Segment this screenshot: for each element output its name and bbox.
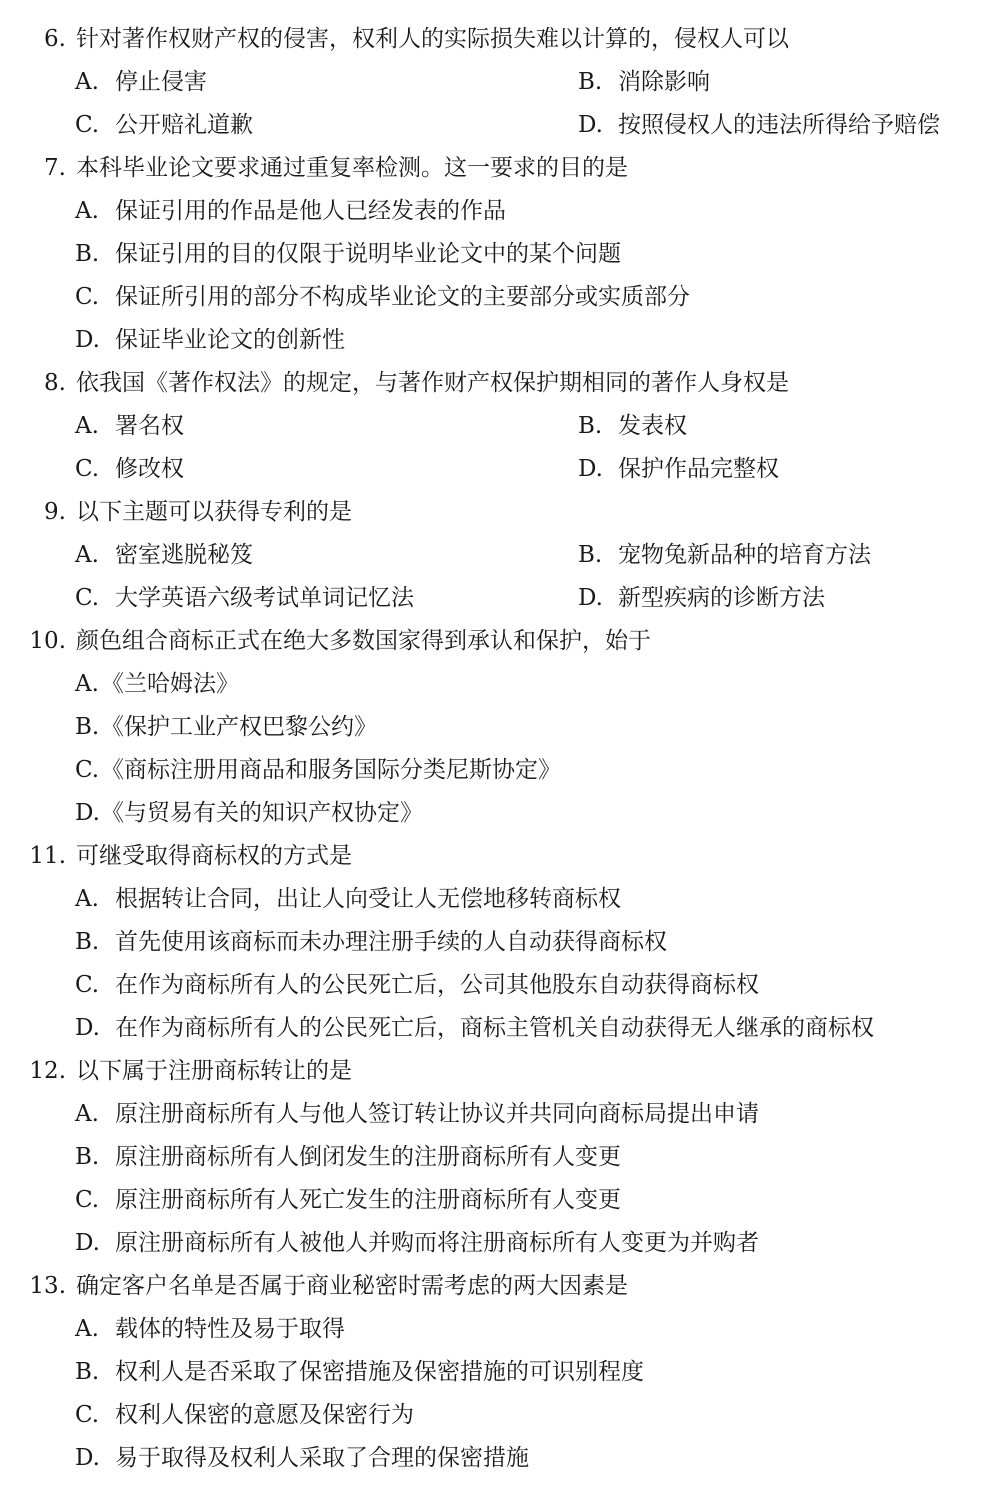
- question-number: 12.: [29, 1058, 66, 1084]
- question-stem: 可继受取得商标权的方式是: [76, 843, 352, 869]
- question-13: [0, 1265, 1000, 1308]
- question-10: [0, 620, 1000, 663]
- question-stem: 依我国《著作权法》的规定，与著作财产权保护期相同的著作人身权是: [76, 370, 789, 396]
- question-number: 7.: [44, 155, 66, 181]
- question-stem: 本科毕业论文要求通过重复率检测。这一要求的目的是: [76, 155, 628, 181]
- question-stem: 颜色组合商标正式在绝大多数国家得到承认和保护，始于: [76, 628, 651, 654]
- question-number: 6.: [44, 26, 66, 52]
- question-number: 11.: [29, 843, 66, 869]
- question-12: [0, 1050, 1000, 1093]
- question-number: 8.: [44, 370, 66, 396]
- question-stem: 确定客户名单是否属于商业秘密时需考虑的两大因素是: [76, 1273, 628, 1299]
- question-6: [0, 18, 1000, 61]
- question-number: 9.: [44, 499, 66, 525]
- question-stem: 针对著作权财产权的侵害，权利人的实际损失难以计算的，侵权人可以: [76, 26, 789, 52]
- question-number: 10.: [29, 628, 66, 654]
- question-7: [0, 147, 1000, 190]
- question-stem: 以下属于注册商标转让的是: [76, 1058, 352, 1084]
- question-11: [0, 835, 1000, 878]
- question-stem: 以下主题可以获得专利的是: [76, 499, 352, 525]
- question-number: 13.: [29, 1273, 66, 1299]
- question-9: [0, 491, 1000, 534]
- exam-page: 6. 针对著作权财产权的侵害，权利人的实际损失难以计算的，侵权人可以 A. 停止侵害 B. 消除影响 C. 公开赔礼道歉 D. 按照侵权人的违法所得给予赔偿 7. 本科毕业论文要求通过重复率检测。这一要求的目的是 A. 保证引用的作品是他人已经发表的作品 B. 保证引用的目的仅限于说明毕业论文中的某个问题 C. 保证所引用的部分不构成毕业论文的主要部分或实质部分 D. 保证毕业论文的创新性 8. 依我国《著作权法》的规定，与著作财产权保护期相同的著作人身权是 A. 署名权 B. 发表权 C. 修改权 D. 保护作品完整权 9. 以下主题可以获得专利的是 A. 密室逃脱秘笈 B. 宠物兔新品种的培育方法 C. 大学英语六级考试单词记忆法 D. 新型疾病的诊断方法 10. 颜色组合商标正式在绝大多数国家得到承认和保护，始于 A. 《兰哈姆法》 B. 《保护工业产权巴黎公约》 C. 《商标注册用商品和服务国际分类尼斯协定》 D. 《与贸易有关的知识产权协定》 11. 可继受取得商标权的方式是 A. 根据转让合同，出让人向受让人无偿地移转商标权 B. 首先使用该商标而未办理注册手续的人自动获得商标权 C. 在作为商标所有人的公民死亡后，公司其他股东自动获得商标权 D. 在作为商标所有人的公民死亡后，商标主管机关自动获得无人继承的商标权 12. 以下属于注册商标转让的是 A. 原注册商标所有人与他人签订转让协议并共同向商标局提出申请 B. 原注册商标所有人倒闭发生的注册商标所有人变更 C. 原注册商标所有人死亡发生的注册商标所有人变更 D. 原注册商标所有人被他人并购而将注册商标所有人变更为并购者 13. 确定客户名单是否属于商业秘密时需考虑的两大因素是 A. 载体的特性及易于取得 B. 权利人是否采取了保密措施及保密措施的可识别程度 C. 权利人保密的意愿及保密行为 D. 易于取得及权利人采取了合理的保密措施: [0, 18, 1000, 1480]
- question-8: [0, 362, 1000, 405]
